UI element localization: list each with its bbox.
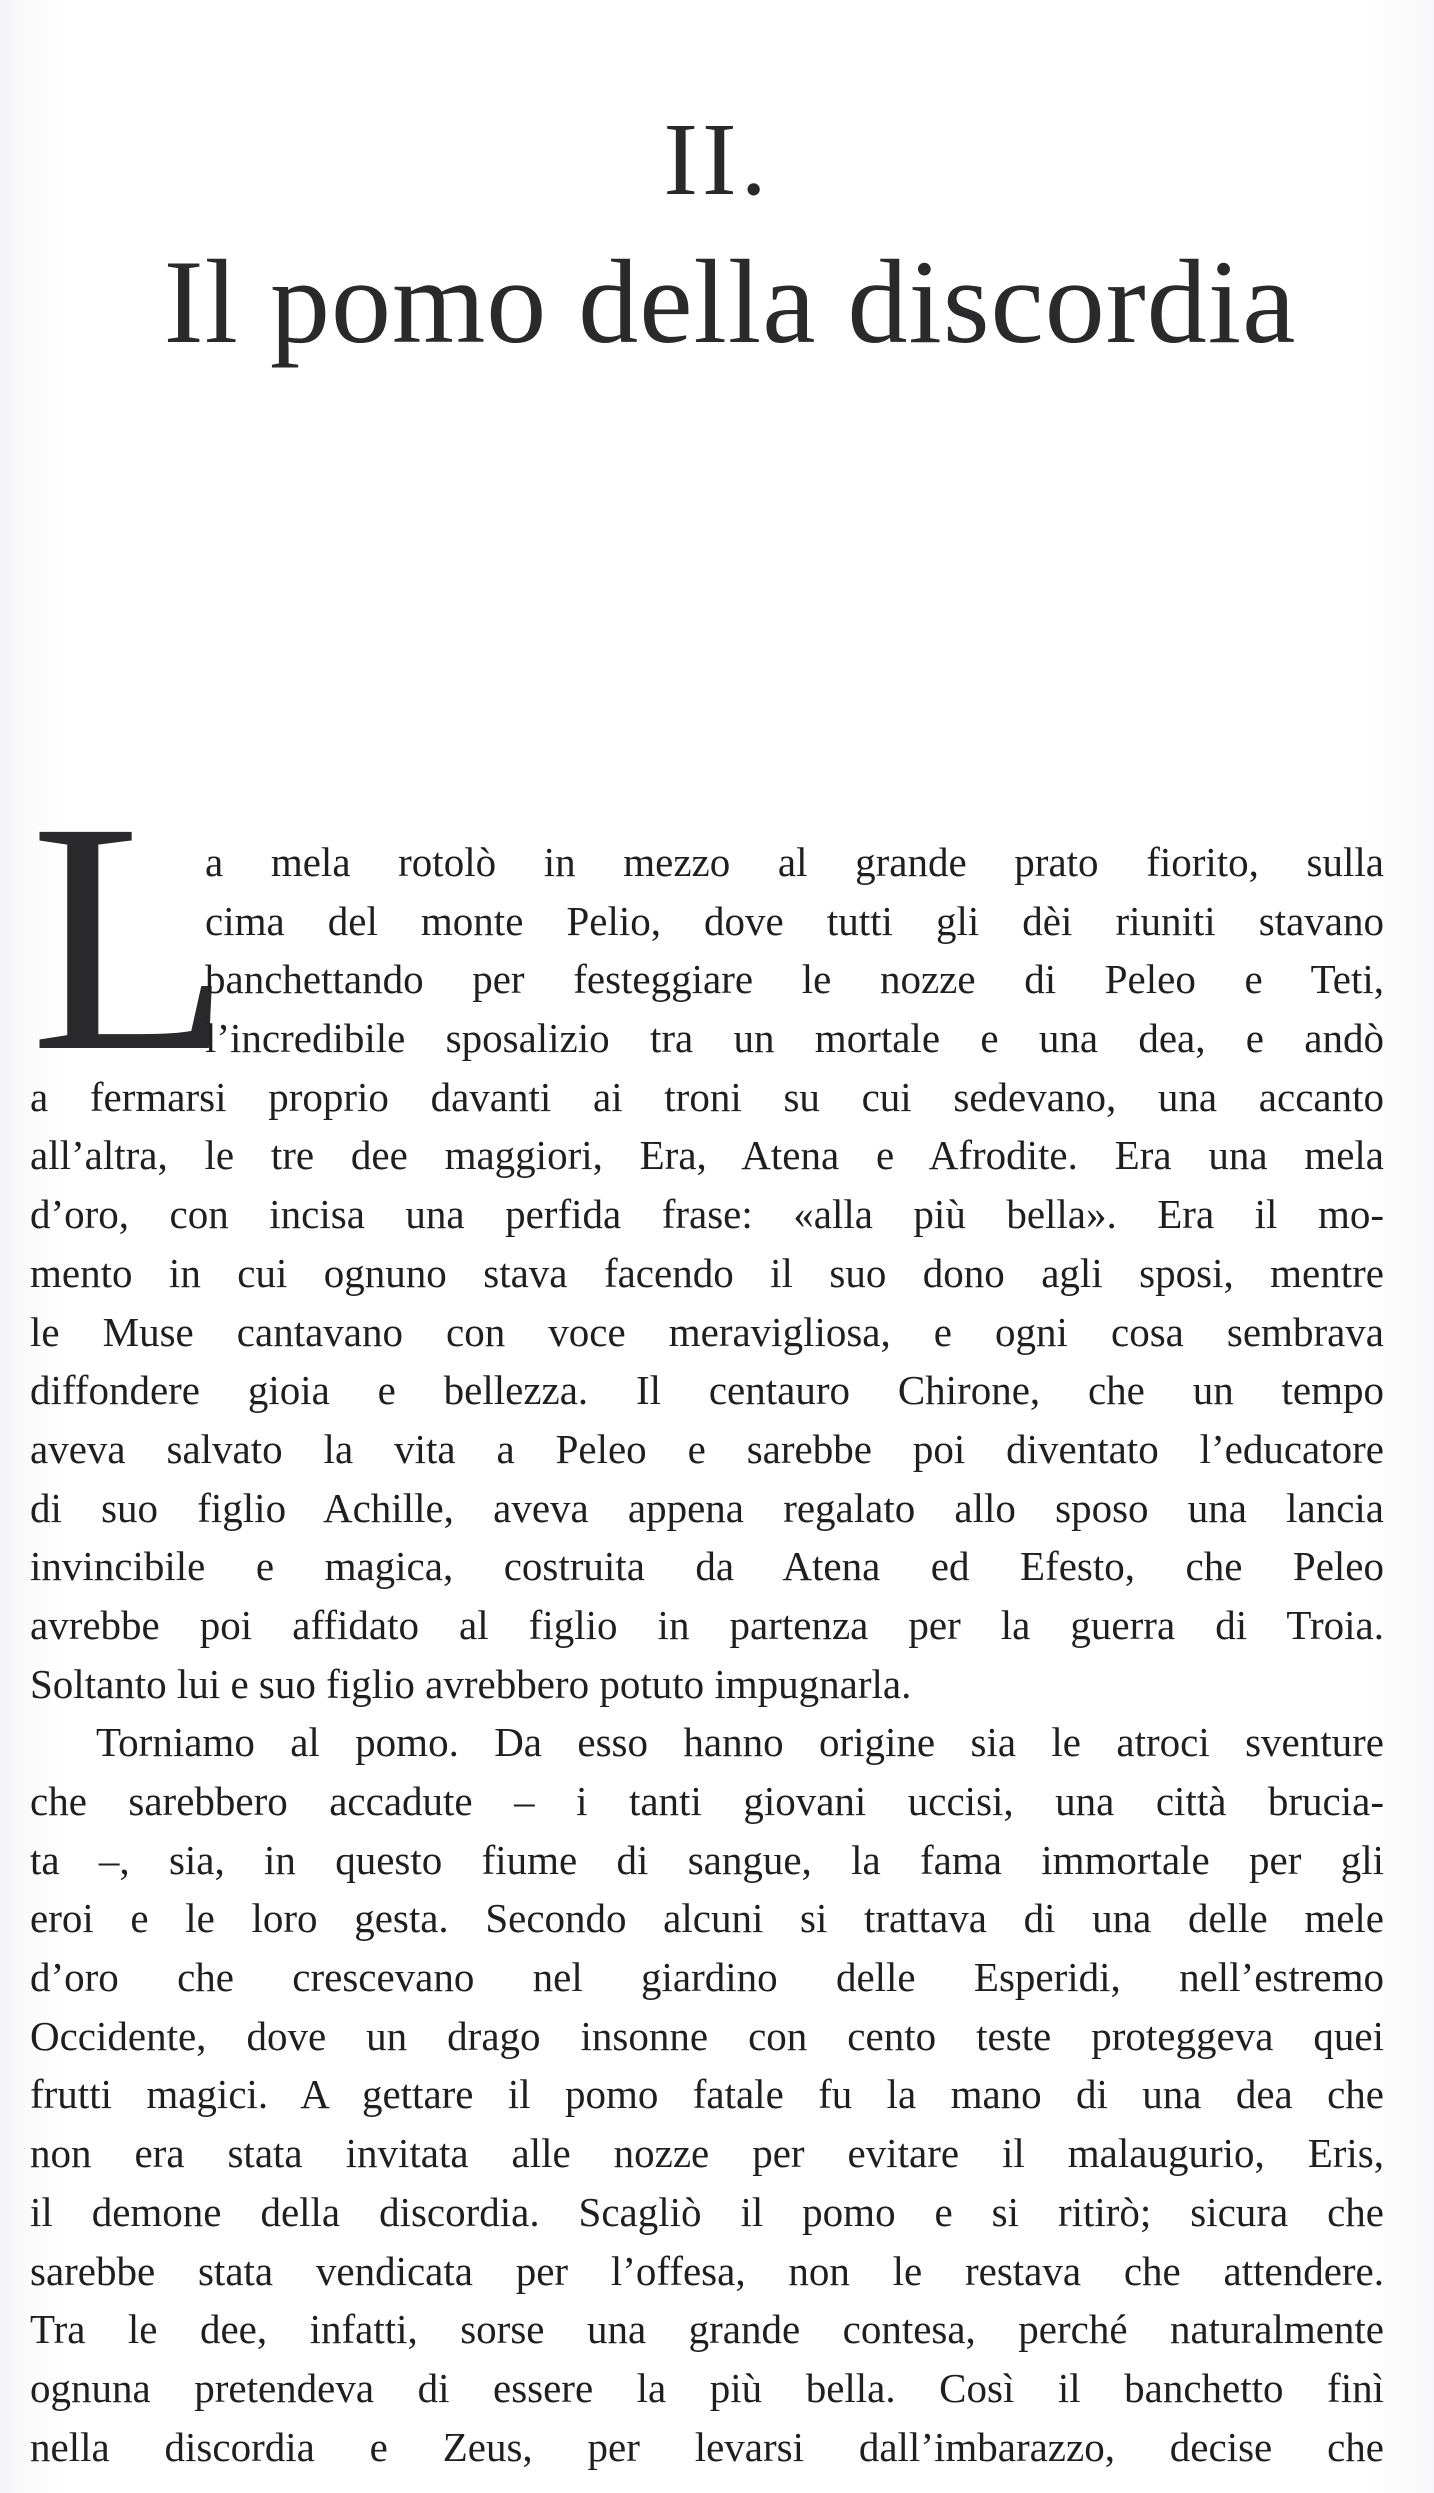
- text-line: che sarebbero accadute – i tanti giovani uccisi, una città brucia-: [30, 1778, 1384, 1824]
- text-line: avrebbe poi affidato al figlio in partenza per la guerra di Troia.: [30, 1601, 1384, 1648]
- text-line: sarebbe stata vendicata per l’offesa, non le restava che attendere.: [30, 2247, 1384, 2294]
- text-line: Soltanto lui e suo figlio avrebbero potuto impugnarla.: [30, 1660, 912, 1707]
- text-line: banchettando per festeggiare le nozze di Peleo e Teti,: [205, 956, 1384, 1003]
- text-line: l’incredibile sposalizio tra un mortale e una dea, e andò: [205, 1015, 1384, 1062]
- text-line: nella discordia e Zeus, per levarsi dall’imbarazzo, decise che: [30, 2423, 1384, 2470]
- text-line: Tra le dee, infatti, sorse una grande contesa, perché naturalmente: [30, 2306, 1384, 2353]
- text-line: mento in cui ognuno stava facendo il suo dono agli sposi, mentre: [30, 1249, 1384, 1296]
- text-line: Torniamo al pomo. Da esso hanno origine sia le atroci sventure: [96, 1719, 1384, 1766]
- text-line: d’oro, con incisa una perfida frase: «alla più bella». Era il mo-: [30, 1191, 1384, 1238]
- text-line: ognuna pretendeva di essere la più bella. Così il banchetto finì: [30, 2364, 1384, 2411]
- text-line: eroi e le loro gesta. Secondo alcuni si trattava di una delle mele: [30, 1895, 1384, 1942]
- text-line: aveva salvato la vita a Peleo e sarebbe poi diventato l’educatore: [30, 1425, 1384, 1472]
- chapter-number: II.: [663, 102, 771, 217]
- chapter-title: Il pomo della discordia: [163, 235, 1297, 368]
- text-line: a mela rotolò in mezzo al grande prato fiorito, sulla: [205, 839, 1384, 885]
- body-text: [30, 833, 1384, 2476]
- text-line: invincibile e magica, costruita da Atena ed Efesto, che Peleo: [30, 1543, 1384, 1590]
- text-line: cima del monte Pelio, dove tutti gli dèi riuniti stavano: [205, 897, 1384, 944]
- text-line: il demone della discordia. Scagliò il pomo e si ritirò; sicura che: [30, 2188, 1384, 2235]
- text-line: all’altra, le tre dee maggiori, Era, Atena e Afrodite. Era una mela: [30, 1132, 1384, 1179]
- text-line: frutti magici. A gettare il pomo fatale fu la mano di una dea che: [30, 2071, 1384, 2118]
- drop-cap: L: [30, 755, 232, 1120]
- text-line: Occidente, dove un drago insonne con cento teste proteggeva quei: [30, 2012, 1384, 2059]
- text-line: di suo figlio Achille, aveva appena regalato allo sposo una lancia: [30, 1484, 1384, 1531]
- text-line: a fermarsi proprio davanti ai troni su cui sedevano, una accanto: [30, 1073, 1384, 1120]
- text-line: d’oro che crescevano nel giardino delle Esperidi, nell’estremo: [30, 1954, 1384, 2001]
- text-line: ta –, sia, in questo fiume di sangue, la fama immortale per gli: [30, 1836, 1384, 1883]
- text-line: non era stata invitata alle nozze per evitare il malaugurio, Eris,: [30, 2130, 1384, 2177]
- text-line: diffondere gioia e bellezza. Il centauro Chirone, che un tempo: [30, 1367, 1384, 1414]
- text-line: le Muse cantavano con voce meravigliosa, e ogni cosa sembrava: [30, 1308, 1384, 1355]
